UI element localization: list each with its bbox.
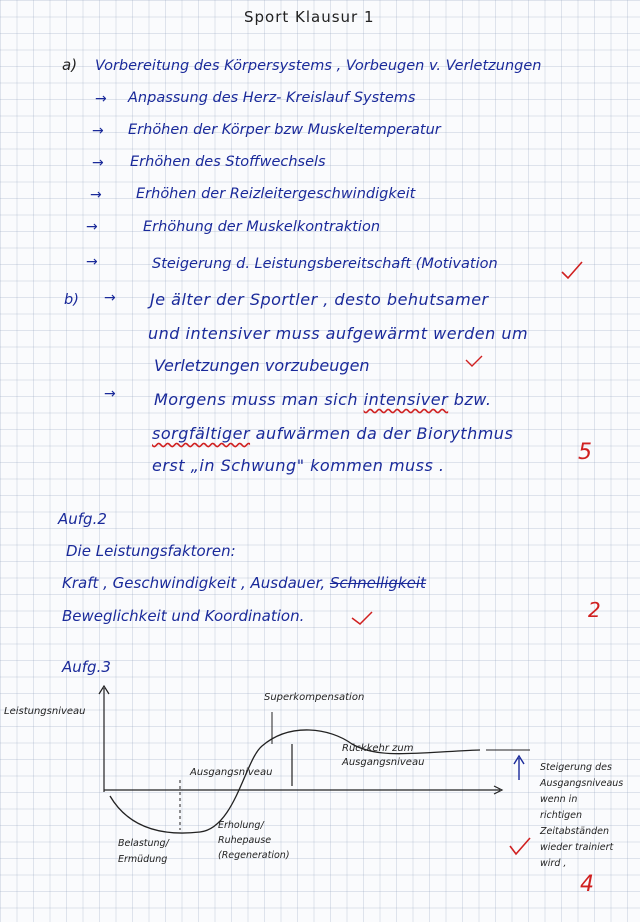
chart-label-belastung: Belastung/ Ermüdung: [118, 838, 169, 865]
check-mark-icon: [352, 612, 372, 624]
underlined-word: intensiver: [363, 390, 449, 409]
arrow-icon: →: [86, 254, 98, 270]
part-a-item: Erhöhung der Muskelkontraktion: [143, 219, 381, 235]
chart-label-steigerung: Steigerung des Ausgangsniveaus wenn in richtigen Zeitabständen wieder trainiert wird ,: [540, 762, 624, 869]
arrow-icon: →: [90, 187, 102, 203]
arrow-icon: →: [92, 123, 104, 139]
text-segment: Morgens muss man sich: [154, 390, 364, 409]
part-a-label: a): [62, 56, 78, 74]
part-a-item: Steigerung d. Leistungsbereitschaft (Motivation: [152, 256, 498, 272]
chart-label-ausgangsniveau: Ausgangsniveau: [190, 767, 273, 778]
crossed-out-word: Schnelligkeit: [329, 574, 426, 592]
chart-y-label: Leistungsniveau: [4, 706, 86, 717]
supercompensation-curve: [110, 730, 480, 833]
chart-label-superkompensation: Superkompensation: [264, 692, 365, 703]
aufg2-heading: Aufg.2: [58, 510, 107, 528]
part-a-item: Erhöhen der Körper bzw Muskeltemperatur: [128, 122, 441, 138]
part-a-item: Erhöhen der Reizleitergeschwindigkeit: [136, 186, 416, 202]
chart-label-erholung: Erholung/ Ruhepause (Regeneration): [218, 820, 290, 861]
arrow-icon: →: [104, 386, 116, 402]
grade-aufg3: 4: [580, 872, 594, 897]
arrow-icon: →: [92, 155, 104, 171]
part-b-line: Je älter der Sportler , desto behutsamer: [150, 290, 489, 309]
check-mark-icon: [562, 262, 582, 278]
part-a-item: Anpassung des Herz- Kreislauf Systems: [128, 90, 416, 106]
page-title: Sport Klausur 1: [244, 8, 375, 26]
grade-aufg2: 2: [588, 598, 601, 622]
text-segment: bzw.: [448, 390, 492, 409]
underlined-word: sorgfältiger: [152, 424, 251, 443]
aufg2-line: Beweglichkeit und Koordination.: [62, 607, 305, 625]
part-a-heading: Vorbereitung des Körpersystems , Vorbeugen v. Verletzungen: [95, 58, 542, 74]
chart-label-rueckkehr: Rückkehr zum Ausgangsniveau: [342, 743, 425, 768]
arrow-icon: →: [86, 219, 98, 235]
part-b-line: und intensiver muss aufgewärmt werden um: [148, 324, 529, 343]
check-mark-icon: [466, 356, 482, 366]
check-mark-icon: [510, 838, 530, 854]
aufg2-line: Die Leistungsfaktoren:: [66, 542, 236, 560]
text-segment: aufwärmen da der Biorythmus: [250, 424, 514, 443]
part-b-line: Verletzungen vorzubeugen: [154, 356, 370, 375]
arrow-icon: →: [95, 91, 107, 107]
part-a-item: Erhöhen des Stoffwechsels: [130, 154, 326, 170]
grade-a-b: 5: [578, 440, 592, 465]
text-segment: Kraft , Geschwindigkeit , Ausdauer,: [62, 574, 330, 592]
aufg3-heading: Aufg.3: [62, 658, 111, 676]
part-b-label: b): [64, 292, 79, 308]
arrow-icon: →: [104, 290, 116, 306]
part-b-line: erst „in Schwung" kommen muss .: [152, 456, 445, 475]
